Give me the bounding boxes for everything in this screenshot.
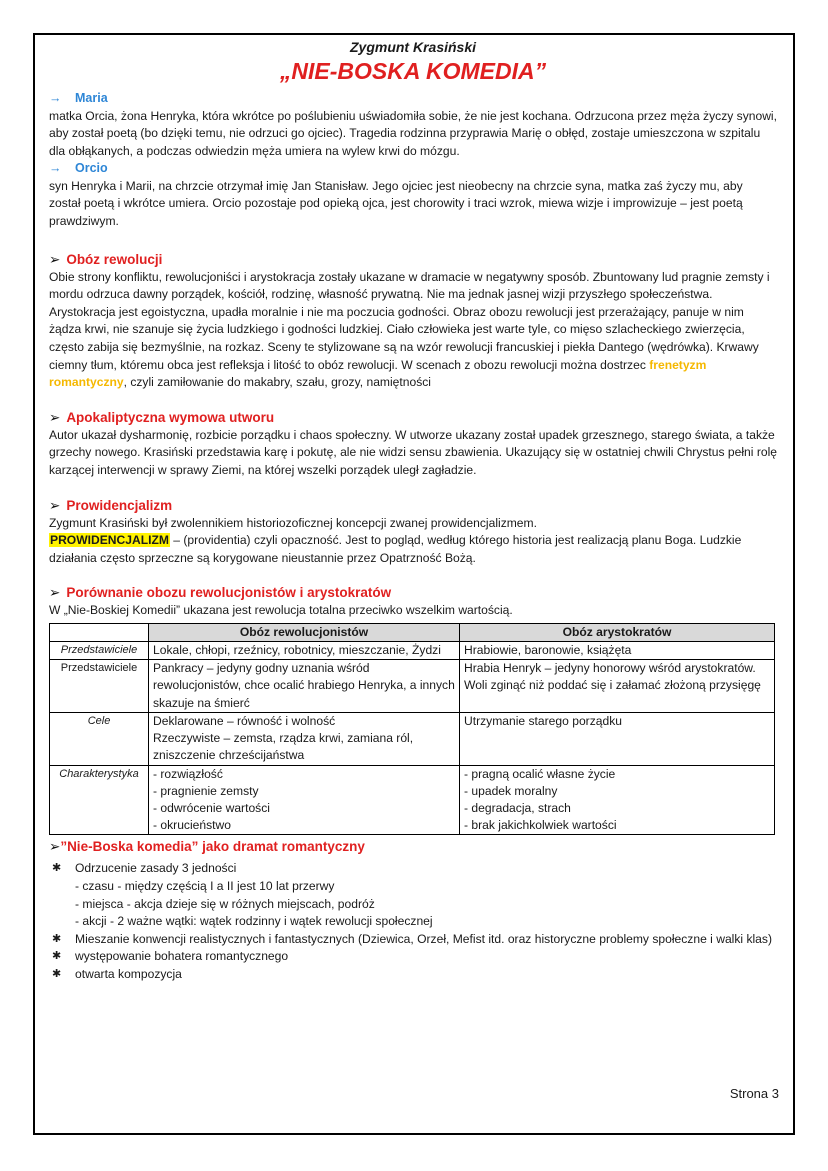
cell-line: - odwrócenie wartości — [153, 800, 270, 815]
table-header-empty — [50, 623, 149, 641]
cell-line: Deklarowane – równość i wolność — [153, 713, 336, 728]
character-orcio — [49, 160, 777, 230]
cell-line: - upadek moralny — [464, 783, 558, 798]
asterisk-bullet-icon: ✱ — [52, 862, 62, 875]
section-text-porownanie: W „Nie-Boskiej Komedii” ukazana jest rewolucja totalna przeciwko wszelkim wartością. — [49, 603, 513, 618]
cell-aristocrats — [460, 765, 775, 835]
cell-line: Lokale, chłopi, rzeźnicy, robotnicy, mieszczanie, Żydzi — [153, 643, 441, 658]
right-arrow-icon: → — [49, 161, 62, 176]
arrowhead-bullet-icon: ➢ — [49, 839, 61, 855]
character-description: syn Henryka i Marii, na chrzcie otrzymał imię Jan Stanisław. Jego ojciec jest nieobecny na chrzcie syna, matka zaś życzy mu, aby został poetą i wkrótce umiera. Orcio pozostaje pod opieką ojca, jest chorowity i traci wzrok, miewa wizje i improwizuje – jest poetą prawdziwym. — [49, 178, 743, 228]
character-name: Maria — [75, 91, 108, 105]
cell-revolutionaries — [149, 660, 460, 713]
cell-aristocrats — [460, 712, 775, 765]
cell-line: Hrabiowie, baronowie, książęta — [464, 643, 632, 658]
highlighted-term: PROWIDENCJALIZM — [50, 533, 169, 548]
cell-revolutionaries — [149, 642, 460, 660]
right-arrow-icon: → — [49, 91, 62, 105]
cell-line: Rzeczywiste – zemsta, rządza krwi, zamiana ról, zniszczenie chrześcijaństwa — [153, 731, 414, 763]
row-label: Przedstawiciele — [50, 642, 149, 660]
table-header-row — [50, 623, 775, 641]
section-text-prowidencjalizm-definition: PROWIDENCJALIZM – (providentia) czyli opaczność. Jest to pogląd, według którego historia jest realizacją planu Boga. Ludzkie działania często sprzeczne są korygowane nieustannie przez Opatrzność Bożą. — [49, 533, 742, 565]
section-text-apokaliptyczna: Autor ukazał dysharmonię, rozbicie porządku i chaos społeczny. W utworze ukazany został upadek grzesznego, starego świata, a także grzechy nowego. Krasiński przedstawia karę i pokutę, ale nie widzi sensu zbawienia. Ukazujący się w ostatniej chwili Chrystus pełni rolę karzącej interwencji w sprawy Ziemi, na której wszelki porządek uległ zagładzie. — [49, 427, 777, 477]
list-item-text: występowanie bohatera romantycznego — [75, 949, 289, 964]
list-subitem: - miejsca - akcja dzieje się w różnych miejscach, podróż — [75, 896, 375, 911]
list-item-text: Odrzucenie zasady 3 jedności — [75, 861, 237, 876]
cell-line: Hrabia Henryk – jedyny honorowy wśród arystokratów. Woli zginąć niż poddać się i załamać złożoną przysięgę — [464, 661, 761, 693]
author-name: Zygmunt Krasiński — [349, 39, 477, 55]
arrowhead-bullet-icon: ➢ — [49, 497, 61, 513]
table-header-ary: Obóz arystokratów — [460, 623, 775, 641]
page-title: „NIE-BOSKA KOMEDIA” — [279, 58, 547, 84]
character-name: Orcio — [75, 161, 108, 176]
section-heading-prowidencjalizm: ➢ Prowidencjalizm — [49, 497, 173, 513]
character-heading — [49, 160, 777, 178]
arrowhead-bullet-icon: ➢ — [49, 585, 61, 601]
page-number: Strona 3 — [729, 1086, 779, 1101]
asterisk-bullet-icon: ✱ — [52, 967, 62, 980]
character-heading — [49, 90, 777, 108]
list-item-text: otwarta kompozycja — [75, 966, 182, 981]
arrowhead-bullet-icon: ➢ — [49, 251, 61, 267]
list-item — [49, 948, 777, 966]
list-subitem: - akcji - 2 ważne wątki: wątek rodzinny i wątek rewolucji społecznej — [75, 914, 433, 929]
list-item — [49, 860, 777, 930]
comparison-table — [49, 623, 775, 835]
romantic-drama-list — [49, 860, 777, 983]
table-row — [50, 660, 775, 713]
row-label: Charakterystyka — [50, 765, 149, 835]
list-item-text: Mieszanie konwencji realistycznych i fantastycznych (Dziewica, Orzeł, Mefist itd. oraz historyczne problemy społeczne i walki klas) — [75, 931, 772, 946]
cell-line: - rozwiązłość — [153, 766, 223, 781]
cell-line: Utrzymanie starego porządku — [464, 713, 622, 728]
table-row — [50, 765, 775, 835]
list-subitem: - czasu - między częścią I a II jest 10 lat przerwy — [75, 878, 335, 893]
table-row — [50, 712, 775, 765]
section-text-prowidencjalizm-intro: Zygmunt Krasiński był zwolennikiem historiozoficznej koncepcji zwanej prowidencjalizmem. — [49, 515, 537, 530]
cell-line: - brak jakichkolwiek wartości — [464, 818, 617, 833]
table-header-rev: Obóz rewolucjonistów — [149, 623, 460, 641]
cell-revolutionaries — [149, 765, 460, 835]
document-content — [49, 38, 777, 983]
section-text-oboz: Obie strony konfliktu, rewolucjoniści i arystokracja zostały ukazane w dramacie w negatywny sposób. Zbuntowany lud pragnie zemsty i mordu odrzuca dawny porządek, kościół, rodzinę, własność prywatną. Nie ma jednak jasnej wizji przyszłego społeczeństwa. Arystokracja jest egoistyczna, upadła moralnie i nie ma poczucia godności. Obraz obozu rewolucji jest przerażający, panuje w nim żądza krwi, nie szanuje się życia ludzkiego i godności ludzkiej. Ciało człowieka jest warte tyle, co mięso szlacheckiego zwierzęcia, często zabija się bezmyślnie, na rozkaz. Sceny te stylizowane są na wzór rewolucji francuskiej i piekła Dantego (wędrówka). Krwawy ciemny tłum, któremu obca jest refleksja i litość to obóz rewolucji. W scenach z obozu rewolucji można dostrzec frenetyzm romantyczny, czyli zamiłowanie do makabry, szału, grozy, namiętności — [49, 269, 770, 390]
cell-line: - pragnienie zemsty — [153, 783, 259, 798]
row-label: Cele — [50, 712, 149, 765]
character-maria — [49, 90, 777, 160]
list-item — [49, 966, 777, 984]
cell-aristocrats — [460, 642, 775, 660]
table-row — [50, 642, 775, 660]
highlight-frenetyzm: frenetyzm romantyczny — [49, 357, 707, 390]
section-heading-apokaliptyczna: ➢ Apokaliptyczna wymowa utworu — [49, 409, 275, 425]
arrowhead-bullet-icon: ➢ — [49, 409, 61, 425]
row-label: Przedstawiciele — [50, 660, 149, 713]
cell-revolutionaries — [149, 712, 460, 765]
section-heading-oboz: ➢ Obóz rewolucji — [49, 251, 163, 267]
section-heading-dramat: ➢”Nie-Boska komedia” jako dramat romantyczny — [49, 839, 365, 855]
asterisk-bullet-icon: ✱ — [52, 950, 62, 963]
cell-line: Pankracy – jedyny godny uznania wśród rewolucjonistów, chce ocalić hrabiego Henryka, a innych skazuje na śmierć — [153, 661, 455, 710]
cell-line: - okrucieństwo — [153, 818, 231, 833]
cell-line: - pragną ocalić własne życie — [464, 766, 616, 781]
asterisk-bullet-icon: ✱ — [52, 932, 62, 945]
list-item — [49, 931, 777, 949]
section-heading-porownanie: ➢ Porównanie obozu rewolucjonistów i arystokratów — [49, 585, 392, 601]
cell-line: - degradacja, strach — [464, 800, 571, 815]
cell-aristocrats — [460, 660, 775, 713]
character-description: matka Orcia, żona Henryka, która wkrótce po poślubieniu uświadomiła sobie, że nie jest kochana. Odrzucona przez męża życzy synowi, aby został poetą (bo dzięki temu, nie odrzuci go ojciec). Tragedia rodzinna przyprawia Marię o obłęd, zostaje umieszczona w szpitalu dla obłąkanych, a podczas odwiedzin męża umiera na wylew krwi do mózgu. — [49, 108, 777, 158]
